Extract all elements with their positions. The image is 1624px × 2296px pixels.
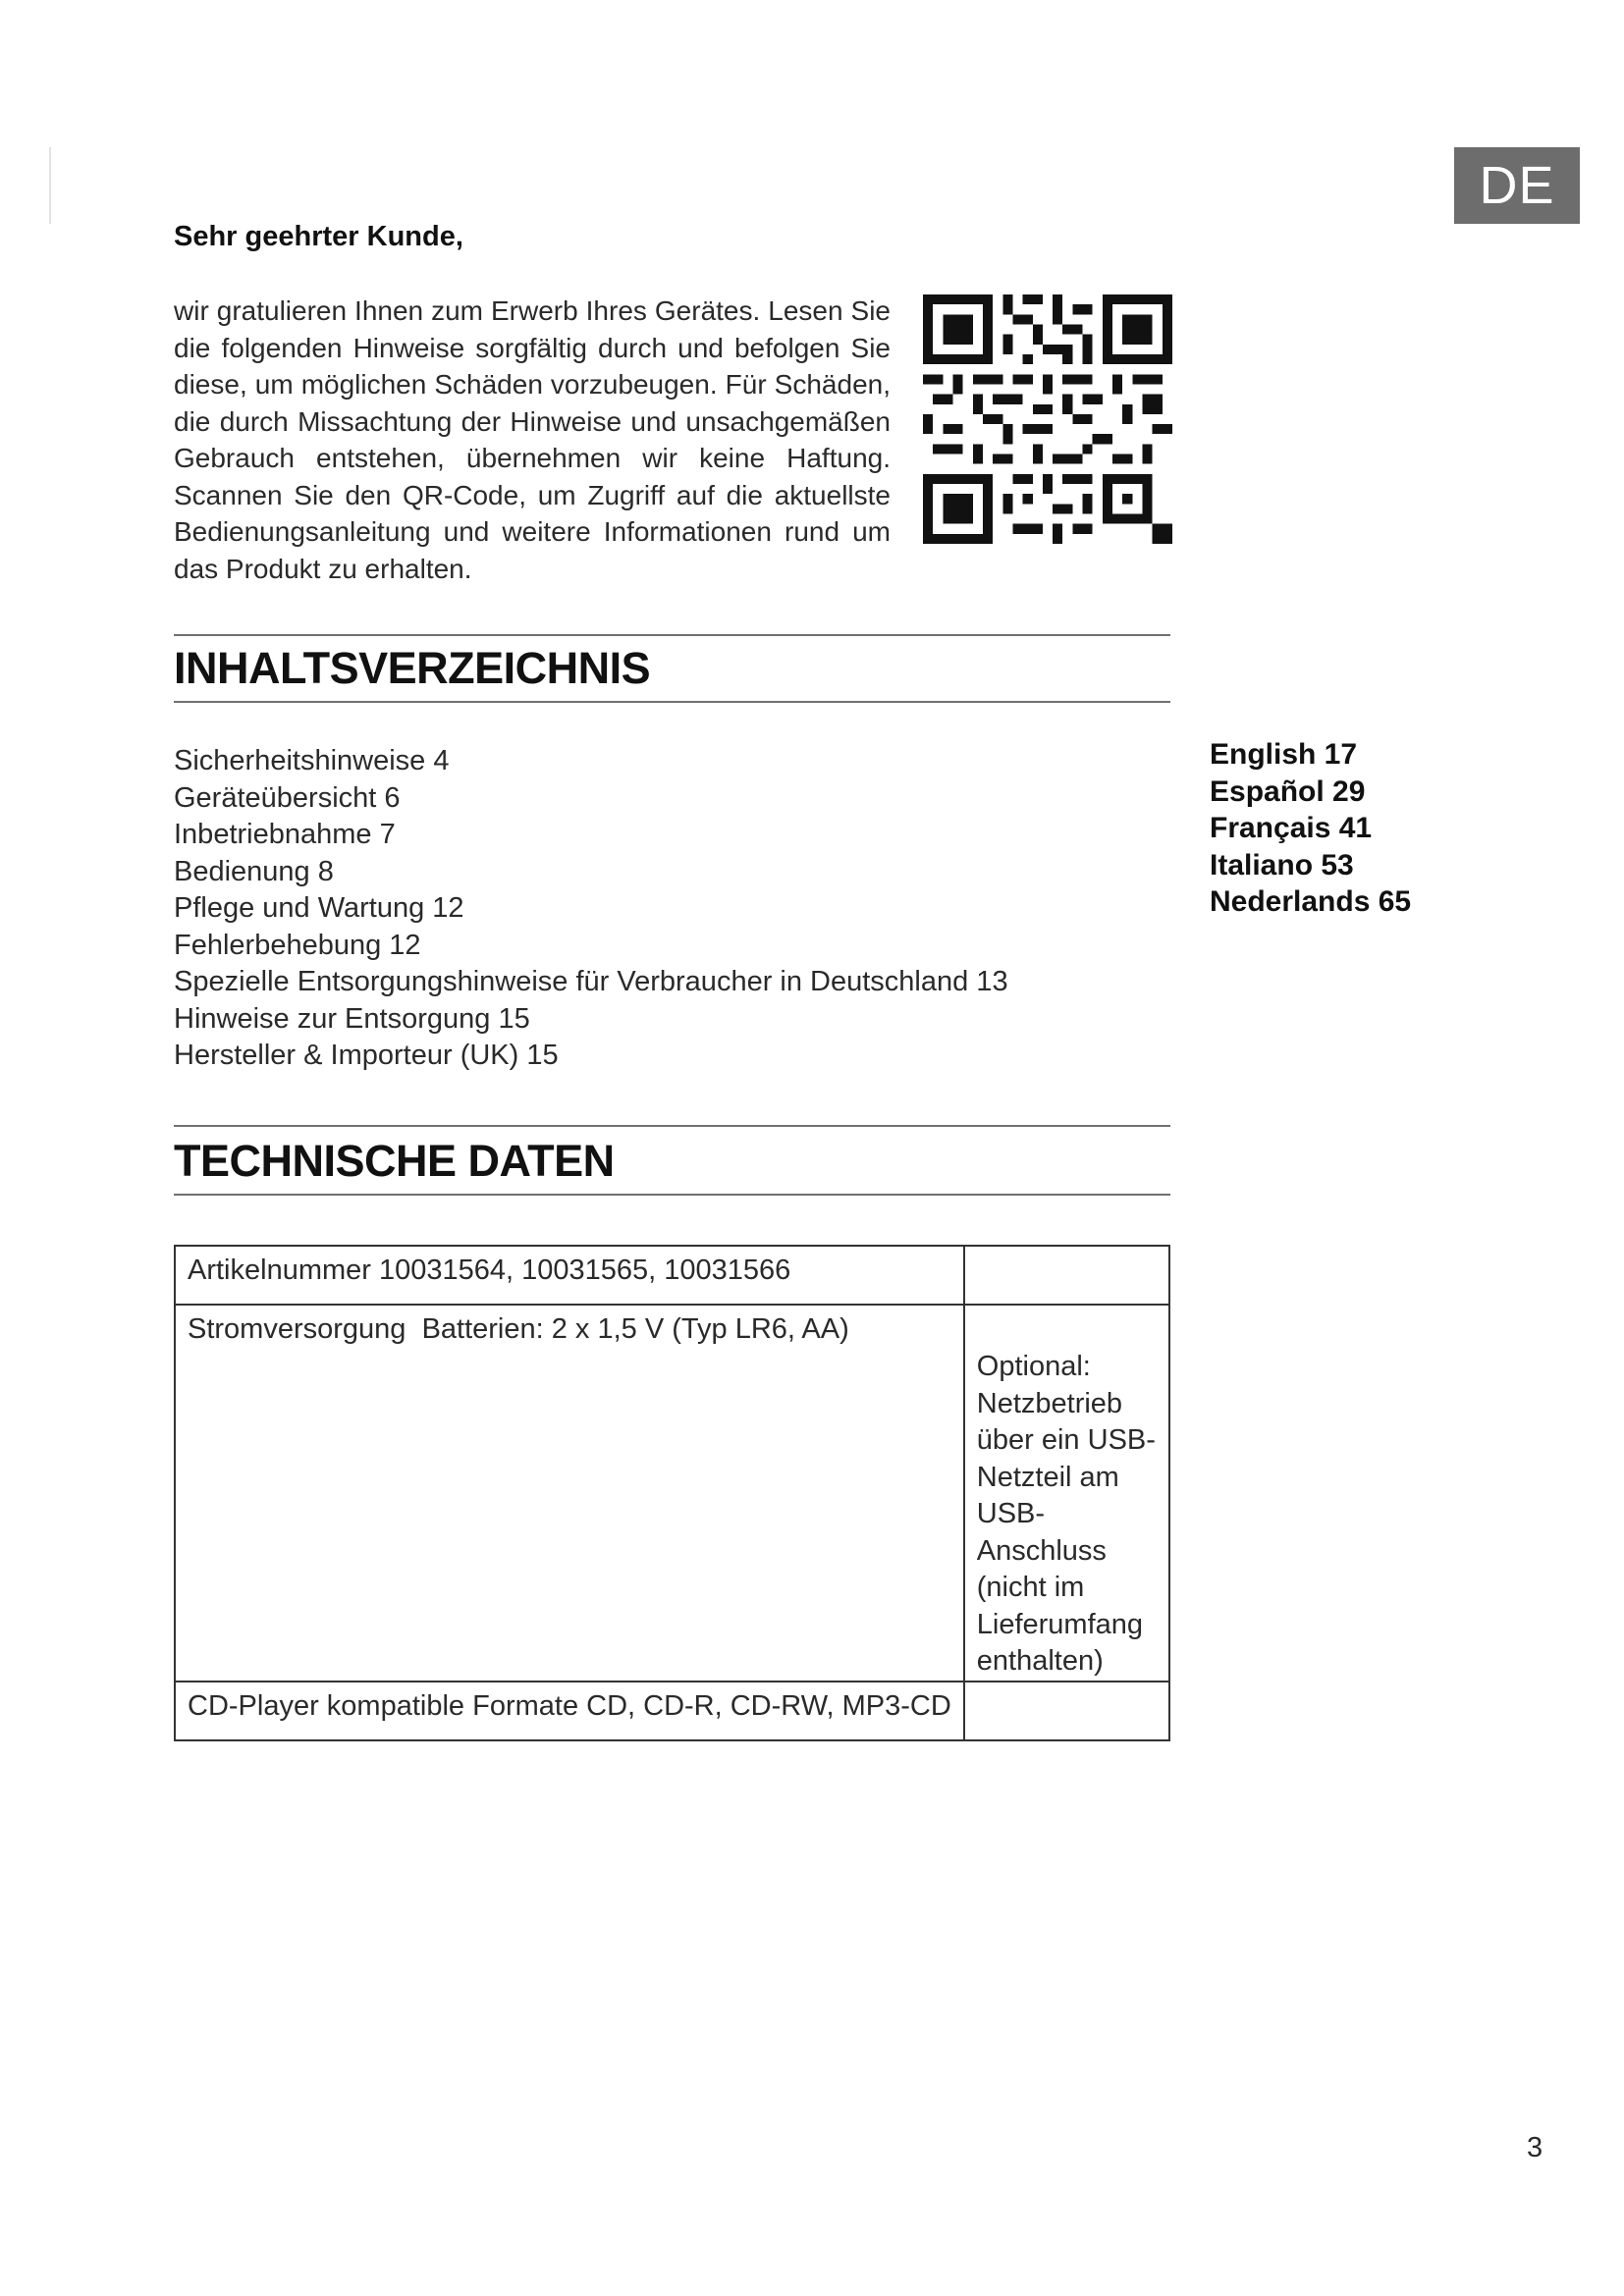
divider — [174, 634, 1170, 636]
spec-label: Stromversorgung Batterien: 2 x 1,5 V (Typ LR6, AA) — [175, 1305, 964, 1682]
margin-mark — [49, 147, 51, 224]
toc-item[interactable]: Pflege und Wartung 12 — [174, 892, 464, 924]
intro-paragraph: wir gratulieren Ihnen zum Erwerb Ihres Gerätes. Lesen Sie die folgenden Hinweise sorgfältig durch und befolgen Sie diese, um möglichen Schäden vorzubeugen. Für Schäden, die durch Missachtung der Hinweise und unsachgemäßen Gebrauch entstehen, übernehmen wir keine Haftung. Scannen Sie den QR-Code, um Zugriff auf die aktuellste Bedienungsanleitung und weitere Informationen rund um das Produkt zu erhalten. — [174, 295, 891, 584]
spec-row — [175, 1246, 1169, 1305]
language-tab: DE — [1454, 147, 1580, 224]
toc-title: INHALTSVERZEICHNIS — [174, 643, 651, 693]
language-item[interactable]: Français 41 — [1210, 812, 1373, 844]
toc-list — [174, 743, 1008, 1075]
toc-item[interactable]: Hersteller & Importeur (UK) 15 — [174, 1040, 559, 1071]
toc-item[interactable]: Bedienung 8 — [174, 855, 334, 887]
spec-value: CD, CD-R, CD-RW, MP3-CD — [586, 1689, 951, 1722]
spec-value: 10031564, 10031565, 10031566 — [379, 1255, 791, 1286]
language-item[interactable]: English 17 — [1210, 738, 1358, 771]
toc-item[interactable]: Sicherheitshinweise 4 — [174, 745, 450, 776]
spec-table — [174, 1245, 1170, 1741]
language-list — [1210, 736, 1411, 921]
spec-value-cell — [964, 1682, 1169, 1740]
toc-item[interactable]: Hinweise zur Entsorgung 15 — [174, 1002, 530, 1035]
divider — [174, 1194, 1170, 1196]
page-number: 3 — [1527, 2132, 1543, 2163]
spec-label: Artikelnummer 10031564, 10031565, 10031566 — [175, 1246, 964, 1305]
spec-row — [175, 1682, 1169, 1740]
qr-code-icon — [923, 294, 1172, 544]
language-item[interactable]: Español 29 — [1210, 774, 1366, 808]
tech-title: TECHNISCHE DATEN — [174, 1136, 615, 1186]
divider — [174, 1125, 1170, 1127]
spec-note: Optional: Netzbetrieb über ein USB-Netzteil am USB- Anschluss (nicht im Lieferumfang enthalten) — [976, 1351, 1156, 1677]
toc-item[interactable]: Geräteübersicht 6 — [174, 781, 401, 814]
spec-value-cell — [964, 1246, 1169, 1305]
language-item[interactable]: Italiano 53 — [1210, 848, 1354, 881]
greeting: Sehr geehrter Kunde, — [174, 221, 463, 252]
spec-value: Batterien: 2 x 1,5 V (Typ LR6, AA) — [421, 1313, 849, 1345]
spec-value-cell — [964, 1305, 1169, 1682]
language-item[interactable]: Nederlands 65 — [1210, 885, 1412, 918]
toc-item[interactable]: Fehlerbehebung 12 — [174, 929, 421, 961]
spec-row — [175, 1305, 1169, 1682]
divider — [174, 701, 1170, 703]
toc-item[interactable]: Spezielle Entsorgungshinweise für Verbraucher in Deutschland 13 — [174, 966, 1008, 997]
toc-item[interactable]: Inbetriebnahme 7 — [174, 819, 396, 850]
spec-label: CD-Player kompatible Formate CD, CD-R, CD-RW, MP3-CD — [175, 1682, 964, 1740]
